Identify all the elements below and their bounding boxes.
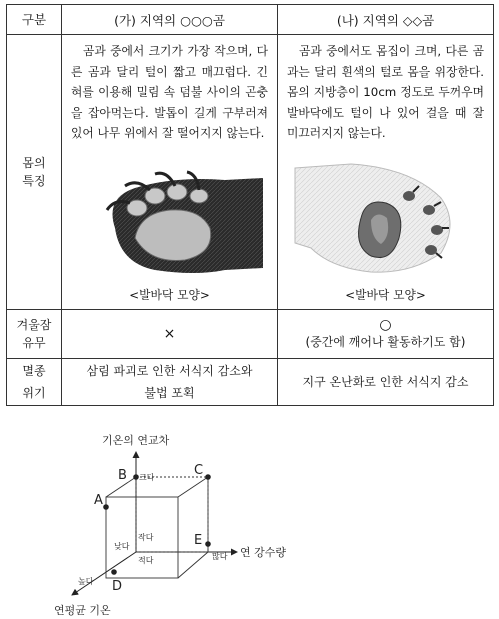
traits-a-text: 곰과 중에서 크기가 가장 작으며, 다른 곰과 달리 털이 짧고 매끄럽다. 긴 혀를 이용해 밀림 속 덤불 사이의 곤충을 잡아먹는다. 발톱이 길게 구부러져 있어 나무 위에서 잘 떨어지지 않는다.	[71, 44, 268, 140]
endangered-b: 지구 온난화로 인한 서식지 감소	[278, 358, 494, 405]
endangered-label: 멸종 위기	[7, 358, 62, 405]
paw-caption-b: <발바닥 모양>	[345, 287, 426, 302]
tick-small: 작다	[138, 533, 154, 542]
traits-row	[7, 35, 494, 310]
dark-paw-icon	[75, 158, 265, 276]
traits-label: 몸의 특징	[7, 35, 62, 310]
point-e	[205, 541, 211, 547]
label-e: E	[194, 533, 203, 548]
header-category: 구분	[7, 5, 62, 35]
tick-few: 적다	[138, 556, 154, 565]
point-d	[111, 569, 117, 575]
label-b: B	[118, 468, 127, 483]
point-c	[205, 474, 211, 480]
header-region-b: (나) 지역의 ◇◇곰	[278, 5, 494, 35]
paw-caption-a: <발바닥 모양>	[129, 287, 210, 302]
axis-vertical-label: 기온의 연교차	[102, 434, 170, 447]
tick-high: 높다	[78, 577, 94, 586]
traits-region-b	[278, 35, 494, 310]
hibernation-a	[62, 309, 278, 358]
hibernation-label: 겨울잠 유무	[7, 309, 62, 358]
hibernation-b-mark: ○	[379, 317, 392, 333]
tick-many: 많다	[212, 552, 228, 561]
label-c: C	[194, 463, 204, 478]
traits-region-a	[62, 35, 278, 310]
table-header-row	[7, 5, 494, 35]
hibernation-a-mark: ×	[163, 325, 176, 342]
axis-depth-label: 연평균 기온	[54, 604, 111, 617]
label-d: D	[112, 579, 123, 594]
hibernation-b	[278, 309, 494, 358]
traits-b-text: 곰과 중에서도 몸집이 크며, 다른 곰과는 달리 흰색의 털로 몸을 위장한다. 몸의 지방층이 10cm 정도로 두꺼우며 발바닥에도 털이 나 있어 걸을 때 잘 미끄러지지 않는다.	[287, 44, 484, 140]
point-b	[133, 474, 139, 480]
header-region-a: (가) 지역의 ○○○곰	[62, 5, 278, 35]
white-paw-icon	[291, 158, 481, 276]
hibernation-b-note: (중간에 깨어나 활동하기도 함)	[305, 335, 466, 349]
paw-image-a	[62, 158, 277, 276]
paw-image-b	[278, 158, 493, 276]
hibernation-row	[7, 309, 494, 358]
endangered-row	[7, 358, 494, 405]
climate-cube-diagram	[42, 432, 322, 619]
bear-comparison-table	[6, 4, 494, 406]
axis-depth-line	[72, 552, 136, 595]
tick-low: 낮다	[114, 542, 130, 551]
endangered-a: 삼림 파괴로 인한 서식지 감소와 불법 포획	[62, 358, 278, 405]
axis-horizontal-label: 연 강수량	[240, 546, 287, 559]
tick-large: 크다	[139, 473, 155, 482]
point-a	[103, 504, 109, 510]
label-a: A	[94, 493, 103, 508]
